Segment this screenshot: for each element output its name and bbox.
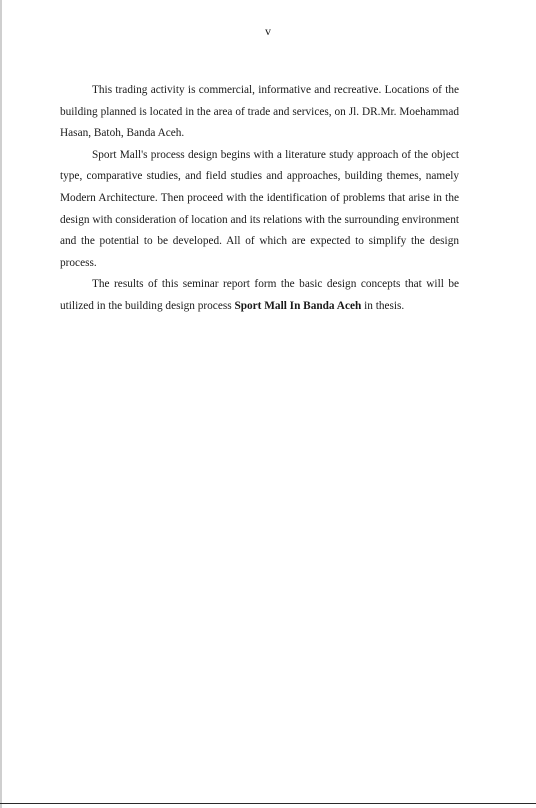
paragraph-3-text-before: The results of this seminar report form the basic design concepts that will be utilized in the building design process [60,278,459,312]
paragraph-3 [60,274,459,317]
page-number: v [265,24,271,38]
paragraph-1: This trading activity is commercial, informative and recreative. Locations of the building planned is located in the area of trade and services, on Jl. DR.Mr. Moehammad Hasan, Batoh, Banda Aceh. [60,84,459,140]
abstract-body [60,80,459,318]
paragraph-3-text-after: in thesis. [361,299,405,312]
page-bottom-rule [0,803,536,804]
paragraph-3-bold-title: Sport Mall In Banda Aceh [234,299,362,312]
paragraph-2: Sport Mall's process design begins with a literature study approach of the object type, comparative studies, and field studies and approaches, building themes, namely Modern Architecture. Then proceed with the identification of problems that arise in the design with consideration of location and its relations with the surrounding environment and the potential to be developed. All of which are expected to simplify the design process. [60,148,459,269]
page-left-edge [0,0,2,808]
